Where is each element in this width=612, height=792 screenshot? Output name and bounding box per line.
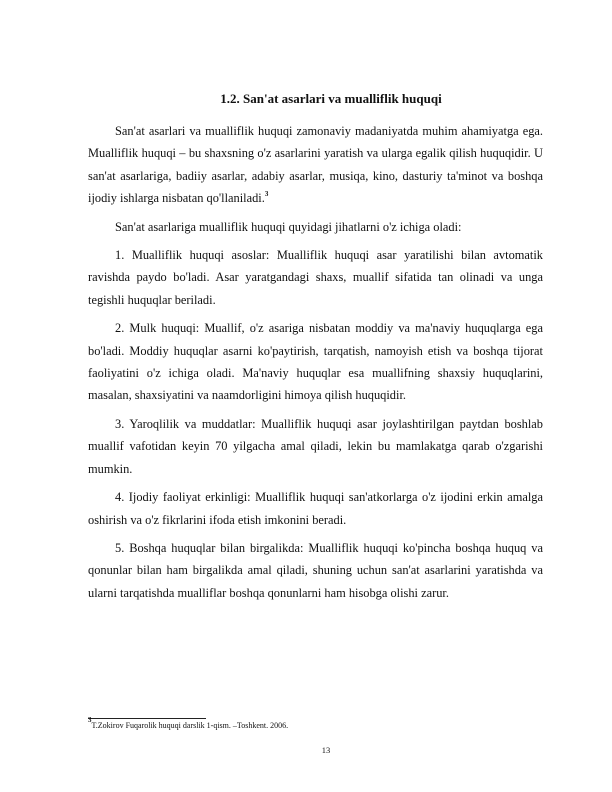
section-heading: 1.2. San'at asarlari va mualliflik huquqi — [220, 91, 442, 106]
intro-paragraph — [88, 120, 543, 210]
list-item-4: 4. Ijodiy faoliyat erkinligi: Mualliflik huquqi san'atkorlarga o'z ijodini erkin amalga oshirish va o'z fikrlarini ifoda etish imkonini beradi. — [88, 490, 543, 527]
list-item-5: 5. Boshqa huquqlar bilan birgalikda: Mualliflik huquqi ko'pincha boshqa huquq va qonunlar bilan ham birgalikda amal qiladi, shuning uchun san'at asarlarini yaratishda va ularni tarqatishda mualliflar boshqa qonunlarni ham hisobga olishi zarur. — [88, 540, 543, 600]
list-item-2: 2. Mulk huquqi: Muallif, o'z asariga nisbatan moddiy va ma'naviy huquqlarga ega bo'ladi. Moddiy huquqlar asarni ko'paytirish, tarqatish, namoyish etish va boshqa tijorat faoliyatini o'z ichiga oladi. Ma'naviy huquqlar esa muallifning shaxsiy huquqlarini, masalan, shaxsiyatini va naamdorligini himoya qilish huquqidir. — [88, 321, 543, 403]
footnote-mark: 3 — [88, 716, 92, 724]
page-number: 13 — [321, 745, 331, 755]
list-item-1: 1. Mualliflik huquqi asoslar: Mualliflik huquqi asar yaratilishi bilan avtomatik ravishda paydo bo'ladi. Asar yaratgandagi shaxs, muallif sifatida tan olinadi va unga tegishli huquqlar beriladi. — [88, 248, 543, 307]
lead-paragraph: San'at asarlariga mualliflik huquqi quyidagi jihatlarni o'z ichiga oladi: — [115, 219, 462, 234]
footnote — [88, 716, 289, 731]
list-item-3: 3. Yaroqlilik va muddatlar: Mualliflik huquqi asar joylashtirilgan paytdan boshlab muallif vafotidan keyin 70 yilgacha amal qiladi, lekin bu mamlakatga qarab o'zgarishi mumkin. — [88, 416, 543, 476]
footnote-reference[interactable]: 3 — [264, 190, 269, 199]
body-text — [88, 120, 543, 610]
footnote-divider — [88, 718, 206, 719]
intro-text: San'at asarlari va mualliflik huquqi zamonaviy madaniyatda muhim ahamiyatga ega. Mualliflik huquqi – bu shaxsning o'z asarlarini yaratish va ularga egalik qilish huquqidir. U san'at asarlariga, badiiy asarlar, adabiy asarlar, musiqa, kino, dasturiy ta'minot va boshqa ijodiy ishlarga nisbatan qo'llaniladi. — [88, 124, 543, 206]
footnote-text: T.Zokirov Fuqarolik huquqi darslik 1-qism. –Toshkent. 2006. — [91, 721, 289, 730]
